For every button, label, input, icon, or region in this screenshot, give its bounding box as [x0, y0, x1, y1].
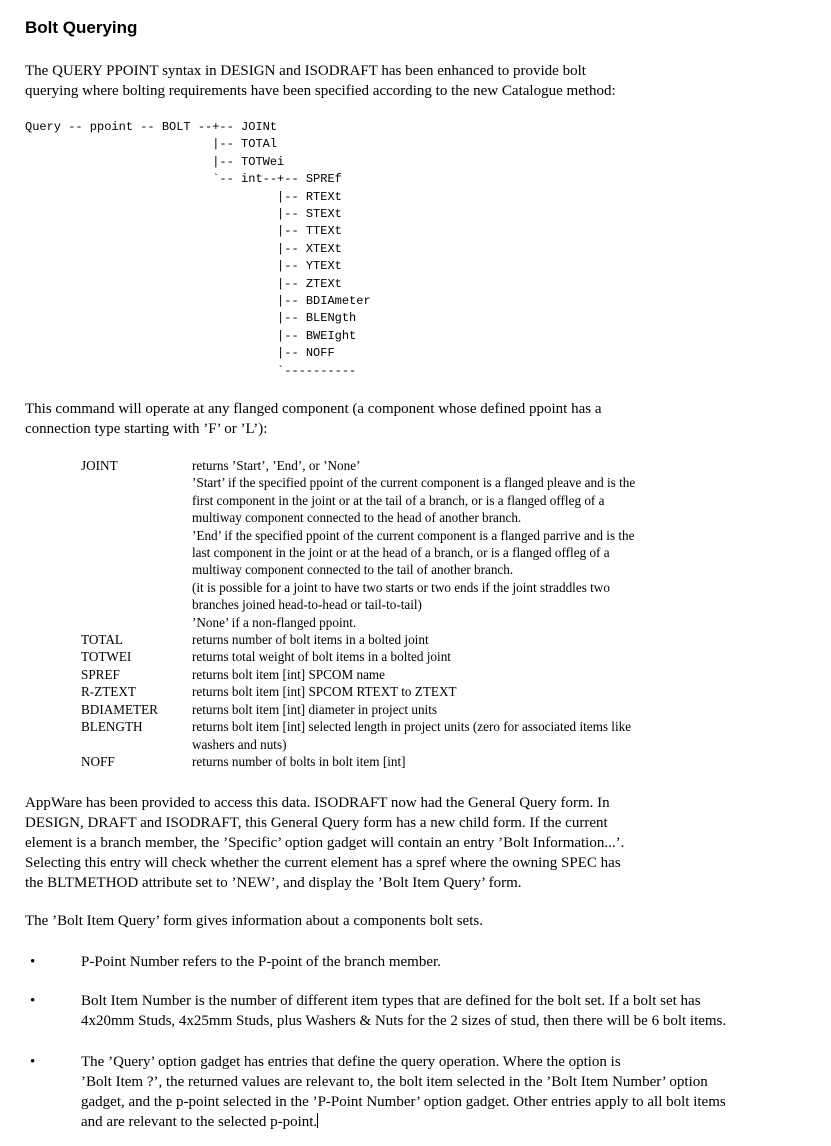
definition-row [81, 457, 781, 631]
bullet-text-last [81, 1052, 726, 1132]
definition-row [81, 648, 781, 665]
bullet-text: Bolt Item Number is the number of different item types that are defined for the bolt set. If a bolt set has 4x20mm Studs, 4x25mm Studs, plus Washers & Nuts for the 2 sizes of stud, then there will be 6 bolt items. [81, 993, 727, 1029]
intro-paragraph: The QUERY PPOINT syntax in DESIGN and ISODRAFT has been enhanced to provide bolt querying where bolting requirements have been specified according to the new Catalogue method: [25, 63, 616, 99]
definition-term: JOINT [81, 458, 118, 473]
definition-term: TOTAL [81, 632, 123, 648]
definition-description: returns number of bolts in bolt item [int] [192, 753, 406, 769]
definition-description: returns bolt item [int] SPCOM RTEXT to ZTEXT [192, 684, 457, 700]
form-description-paragraph: The ’Bolt Item Query’ form gives information about a components bolt sets. [25, 913, 483, 929]
bullet-text: P-Point Number refers to the P-point of the branch member. [81, 954, 441, 970]
definition-row [81, 683, 781, 700]
definition-description: returns total weight of bolt items in a bolted joint [192, 649, 451, 665]
definition-list [81, 457, 781, 770]
definition-description: returns bolt item [int] SPCOM name [192, 666, 386, 682]
definition-description: returns ’Start’, ’End’, or ’None’ ’Start’ if the specified ppoint of the current component is a flanged pleave and is the first component in the joint or at the tail of a branch, or is a flanged offleg of a multiway component connected to the head of another branch. ’End’ if the specified ppoint of the current component is a flanged parrive and is the last component in the joint or at the head of a branch, or is a flanged offleg of a multiway component connected to the tail of another branch. (it is possible for a joint to have two starts or two ends if the joint straddles two branches joined head-to-head or tail-to-tail) ’None’ if a non-flanged ppoint. [192, 458, 636, 630]
section-heading: Bolt Querying [25, 18, 138, 37]
definition-description: returns bolt item [int] diameter in project units [192, 701, 438, 717]
definition-row [81, 701, 781, 718]
bullet-icon: • [30, 954, 36, 970]
definition-term: TOTWEI [81, 649, 132, 665]
text-cursor [317, 1113, 318, 1128]
definition-row [81, 631, 781, 648]
definition-row [81, 753, 781, 770]
definition-description: returns bolt item [int] selected length in project units (zero for associated items like washers and nuts) [192, 719, 632, 752]
definition-term: NOFF [81, 753, 115, 769]
bullet-icon: • [30, 993, 36, 1009]
definition-term: R-ZTEXT [81, 684, 136, 700]
definition-row [81, 666, 781, 683]
definition-term: SPREF [81, 666, 120, 682]
bullet-icon: • [30, 1054, 36, 1070]
query-syntax-diagram: Query -- ppoint -- BOLT --+-- JOINt |-- TOTAl |-- TOTWei `-- int--+-- SPREf |-- RTEXt |-- STEXt |-- TTEXt |-- XTEXt |-- YTEXt |-- ZTEXt |-- BDIAmeter |-- BLENgth |-- BWEIght |-- NOFF `---------- [25, 120, 371, 378]
definition-description: returns number of bolt items in a bolted joint [192, 632, 429, 648]
definition-term: BDIAMETER [81, 701, 158, 717]
definition-row [81, 718, 781, 753]
definition-term: BLENGTH [81, 719, 143, 735]
command-note-paragraph: This command will operate at any flanged component (a component whose defined ppoint has a connection type starting with ’F’ or ’L’): [25, 401, 602, 437]
bullet-text: The ’Query’ option gadget has entries that define the query operation. Where the option is ’Bolt Item ?’, the returned values are relevant to, the bolt item selected in the ’Bolt Item Number’ option gadget, and the p-point selected in the ’P-Point Number’ option gadget. Other entries apply to all bolt items and are relevant to the selected p-point. [81, 1054, 726, 1130]
appware-paragraph: AppWare has been provided to access this data. ISODRAFT now had the General Query form. In DESIGN, DRAFT and ISODRAFT, this General Query form has a new child form. If the current element is a branch member, the ’Specific’ option gadget will contain an entry ’Bolt Information...’. Selecting this entry will check whether the current element has a spref where the owning SPEC has the BLTMETHOD attribute set to ’NEW’, and display the ’Bolt Item Query’ form. [25, 795, 625, 891]
